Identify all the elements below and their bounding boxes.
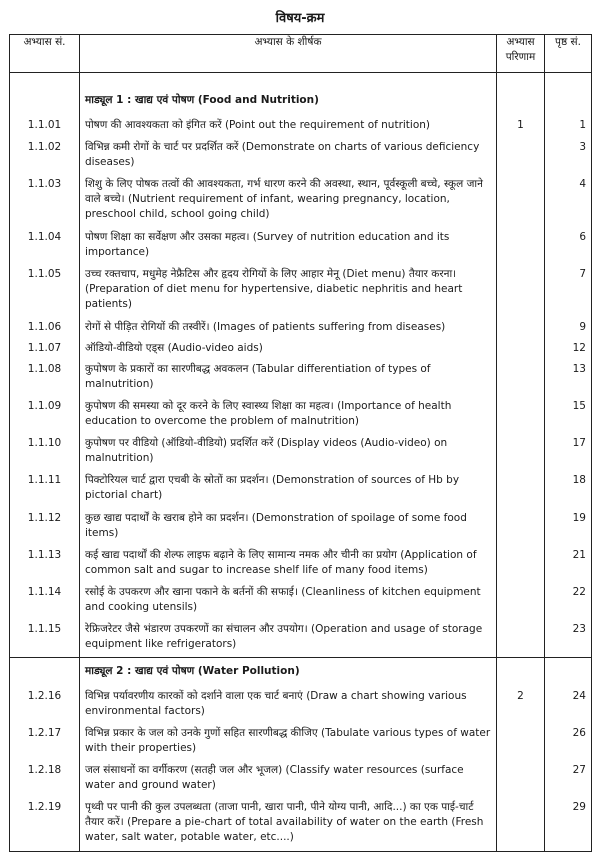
contents-table: [9, 34, 592, 852]
header-outcome: अभ्यास परिणाम: [497, 35, 545, 73]
module-1-heading-row: [10, 73, 592, 117]
exercise-title: कई खाद्य पदार्थों की शेल्फ लाइफ बढ़ाने के लिए सामान्य नमक और चीनी का प्रयोग (Application of common salt and sugar to increase shelf life of many food items): [80, 546, 497, 583]
exercise-title: ऑडियो-वीडियो एड्स (Audio-video aids): [80, 339, 497, 360]
module-2-outcome: 2: [497, 687, 545, 852]
exercise-title: उच्च रक्तचाप, मधुमेह नेफ्रैटिस और हृदय रोगियों के लिए आहार मेनू (Diet menu) तैयार करना। (Preparation of diet menu for hypertensive, diabetic nephritis and heart patients): [80, 265, 497, 318]
exercise-number: 1.2.18: [10, 761, 80, 798]
header-serial: अभ्यास सं.: [10, 35, 80, 73]
page-number: 3: [545, 138, 592, 175]
exercise-title: विभिन्न कमी रोगों के चार्ट पर प्रदर्शित करें (Demonstrate on charts of various deficiency diseases): [80, 138, 497, 175]
page-number: 23: [545, 620, 592, 658]
exercise-title: पृथ्वी पर पानी की कुल उपलब्धता (ताजा पानी, खारा पानी, पीने योग्य पानी, आदि...) का एक पाई-चार्ट तैयार करें। (Prepare a pie-chart of total availability of water on the earth (Fresh water, salt water, potable water, etc....): [80, 798, 497, 852]
exercise-number: 1.2.19: [10, 798, 80, 852]
page-number: 22: [545, 583, 592, 620]
page-number: 24: [545, 687, 592, 724]
exercise-number: 1.1.04: [10, 228, 80, 265]
page-number: 7: [545, 265, 592, 318]
page-number: 27: [545, 761, 592, 798]
module-1-title: माड्यूल 1 : खाद्य एवं पोषण (Food and Nutrition): [80, 73, 497, 117]
exercise-title: रसोई के उपकरण और खाना पकाने के बर्तनों की सफाई। (Cleanliness of kitchen equipment and cooking utensils): [80, 583, 497, 620]
exercise-title: कुपोषण पर वीडियो (ऑडियो-वीडियो) प्रदर्शित करें (Display videos (Audio-video) on malnutrition): [80, 434, 497, 471]
exercise-title: रेफ्रिजरेटर जैसे भंडारण उपकरणों का संचालन और उपयोग। (Operation and usage of storage equipment like refrigerators): [80, 620, 497, 658]
exercise-number: 1.1.11: [10, 471, 80, 508]
page-number: 12: [545, 339, 592, 360]
page-number: 1: [545, 116, 592, 137]
exercise-number: 1.1.10: [10, 434, 80, 471]
page-number: 26: [545, 724, 592, 761]
exercise-number: 1.1.14: [10, 583, 80, 620]
header-topic: अभ्यास के शीर्षक: [80, 35, 497, 73]
table-row: [10, 116, 592, 137]
page-number: 29: [545, 798, 592, 852]
page-number: 21: [545, 546, 592, 583]
exercise-number: 1.1.05: [10, 265, 80, 318]
exercise-title: विभिन्न प्रकार के जल को उनके गुणों सहित सारणीबद्ध कीजिए (Tabulate various types of water with their properties): [80, 724, 497, 761]
exercise-title: जल संसाधनों का वर्गीकरण (सतही जल और भूजल) (Classify water resources (surface water and ground water): [80, 761, 497, 798]
exercise-number: 1.1.02: [10, 138, 80, 175]
exercise-number: 1.1.09: [10, 397, 80, 434]
exercise-title: कुपोषण की समस्या को दूर करने के लिए स्वास्थ्य शिक्षा का महत्व। (Importance of health education to overcome the problem of malnutrition): [80, 397, 497, 434]
exercise-number: 1.1.12: [10, 509, 80, 546]
exercise-number: 1.1.08: [10, 360, 80, 397]
exercise-number: 1.2.16: [10, 687, 80, 724]
header-page: पृष्ठ सं.: [545, 35, 592, 73]
exercise-number: 1.1.13: [10, 546, 80, 583]
table-header-row: [10, 35, 592, 73]
exercise-title: कुपोषण के प्रकारों का सारणीबद्ध अवकलन (Tabular differentiation of types of malnutrition): [80, 360, 497, 397]
page-number: 15: [545, 397, 592, 434]
table-row: [10, 687, 592, 724]
exercise-number: 1.1.03: [10, 175, 80, 228]
page-number: 18: [545, 471, 592, 508]
page-number: 4: [545, 175, 592, 228]
exercise-title: पिक्टोरियल चार्ट द्वारा एचबी के स्रोतों का प्रदर्शन। (Demonstration of sources of Hb by pictorial chart): [80, 471, 497, 508]
page-number: 6: [545, 228, 592, 265]
page-number: 19: [545, 509, 592, 546]
page-number: 13: [545, 360, 592, 397]
exercise-title: कुछ खाद्य पदार्थों के खराब होने का प्रदर्शन। (Demonstration of spoilage of some food items): [80, 509, 497, 546]
exercise-title: रोगों से पीड़ित रोगियों की तस्वीरें। (Images of patients suffering from diseases): [80, 318, 497, 339]
page-number: 9: [545, 318, 592, 339]
exercise-title: पोषण शिक्षा का सर्वेक्षण और उसका महत्व। (Survey of nutrition education and its importance): [80, 228, 497, 265]
module-1-outcome: 1: [497, 116, 545, 657]
exercise-title: शिशु के लिए पोषक तत्वों की आवश्यकता, गर्भ धारण करने की अवस्था, स्थान, पूर्वस्कूली बच्चे, स्कूल जाने वाले बच्चे। (Nutrient requirement of infant, wearing pregnancy, location, preschool child, school going child): [80, 175, 497, 228]
exercise-number: 1.2.17: [10, 724, 80, 761]
exercise-number: 1.1.15: [10, 620, 80, 658]
page-number: 17: [545, 434, 592, 471]
module-2-heading-row: [10, 657, 592, 686]
module-2-title: माड्यूल 2 : खाद्य एवं पोषण (Water Pollution): [80, 657, 497, 686]
exercise-number: 1.1.07: [10, 339, 80, 360]
exercise-number: 1.1.06: [10, 318, 80, 339]
exercise-title: पोषण की आवश्यकता को इंगित करें (Point out the requirement of nutrition): [80, 116, 497, 137]
page-title: विषय-क्रम: [275, 11, 325, 26]
exercise-number: 1.1.01: [10, 116, 80, 137]
exercise-title: विभिन्न पर्यावरणीय कारकों को दर्शाने वाला एक चार्ट बनाएं (Draw a chart showing various environmental factors): [80, 687, 497, 724]
